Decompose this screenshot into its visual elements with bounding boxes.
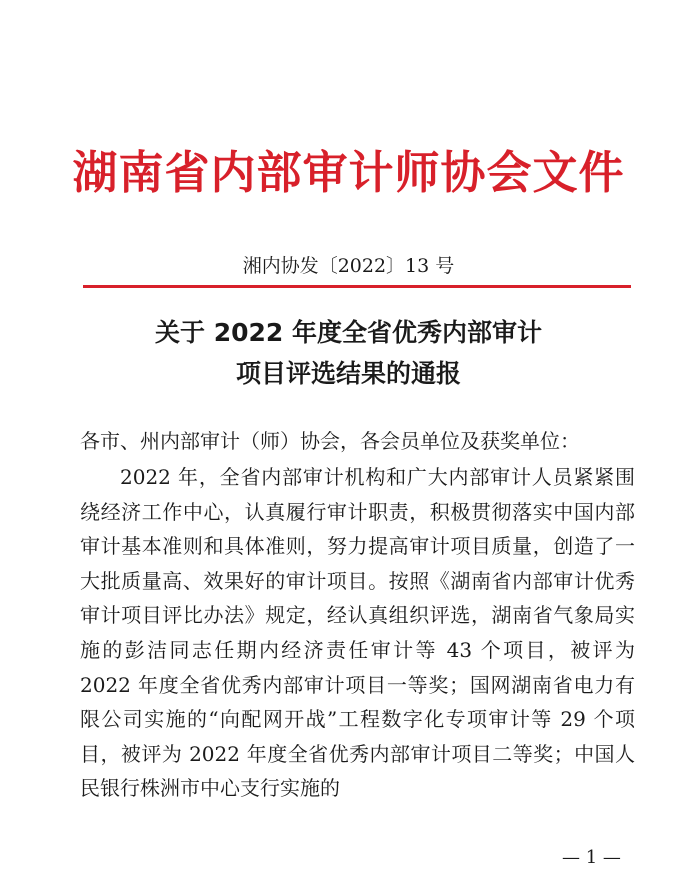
red-divider-rule <box>83 285 631 288</box>
document-title-line-2: 项目评选结果的通报 <box>235 359 461 388</box>
document-header-title: 湖南省内部审计师协会文件 <box>72 146 625 199</box>
document-title-line-1: 关于 2022 年度全省优秀内部审计 <box>155 318 542 347</box>
document-title <box>0 312 697 394</box>
page-number: — 1 — <box>562 847 621 868</box>
salutation: 各市、州内部审计（师）协会，各会员单位及获奖单位： <box>80 429 580 453</box>
document-number: 湘内协发〔2022〕13 号 <box>242 255 455 277</box>
body-paragraph: 2022 年，全省内部审计机构和广大内部审计人员紧紧围绕经济工作中心，认真履行审计职责，积极贯彻落实中国内部审计基本准则和具体准则，努力提高审计项目质量，创造了一大批质量高、效果好的审计项目。按照《湖南省内部审计优秀审计项目评比办法》规定，经认真组织评选，湖南省气象局实施的彭洁同志任期内经济责任审计等 43 个项目，被评为 2022 年度全省优秀内部审计项目一等奖；国网湖南省电力有限公司实施的“向配网开战”工程数字化专项审计等 29 个项目，被评为 2022 年度全省优秀内部审计项目二等奖；中国人民银行株洲市中心支行实施的 <box>80 465 635 801</box>
